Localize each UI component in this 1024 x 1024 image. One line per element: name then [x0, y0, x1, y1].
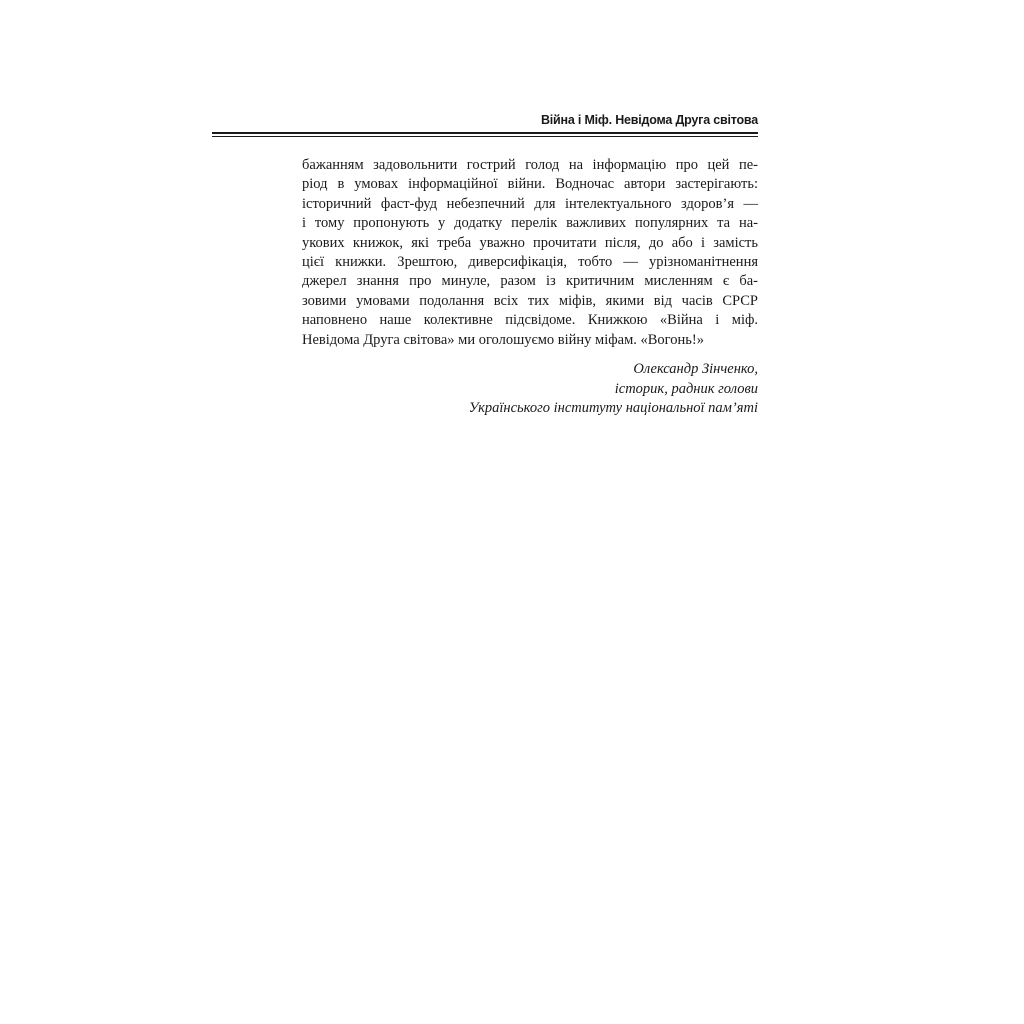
running-header	[212, 112, 758, 137]
text-line: наповнено наше колективне підсвідоме. Книжкою «Війна і міф.	[302, 312, 758, 329]
text-line: і тому пропонують у додатку перелік важливих популярних та на-	[302, 215, 758, 232]
text-line: історичний фаст-фуд небезпечний для інтелектуального здоров’я —	[302, 195, 758, 212]
author-role: історик, радник голови	[614, 380, 758, 397]
header-rule-thick	[212, 132, 758, 134]
text-line: бажанням задовольнити гострий голод на інформацію про цей пе-	[302, 157, 758, 173]
author-signature	[302, 360, 758, 419]
text-line: джерел знання про минуле, разом із критичним мисленням є ба-	[302, 273, 758, 290]
text-line: Невідома Друга світова» ми оголошуємо війну міфам. «Вогонь!»	[302, 331, 704, 348]
text-line: укових книжок, які треба уважно прочитати після, до або і замість	[302, 234, 758, 251]
body-paragraph	[302, 156, 758, 350]
text-line: ріод в умовах інформаційної війни. Водночас автори застерігають:	[302, 176, 758, 193]
author-institution: Українського інституту національної пам’яті	[468, 400, 758, 417]
running-title: Війна і Міф. Невідома Друга світова	[540, 113, 758, 127]
header-rule-thin	[212, 136, 758, 137]
text-line: зовими умовами подолання всіх тих міфів, якими від часів СРСР	[302, 292, 758, 309]
author-name: Олександр Зінченко,	[633, 361, 758, 377]
text-line: цієї книжки. Зрештою, диверсифікація, тобто — урізноманітнення	[302, 254, 758, 271]
